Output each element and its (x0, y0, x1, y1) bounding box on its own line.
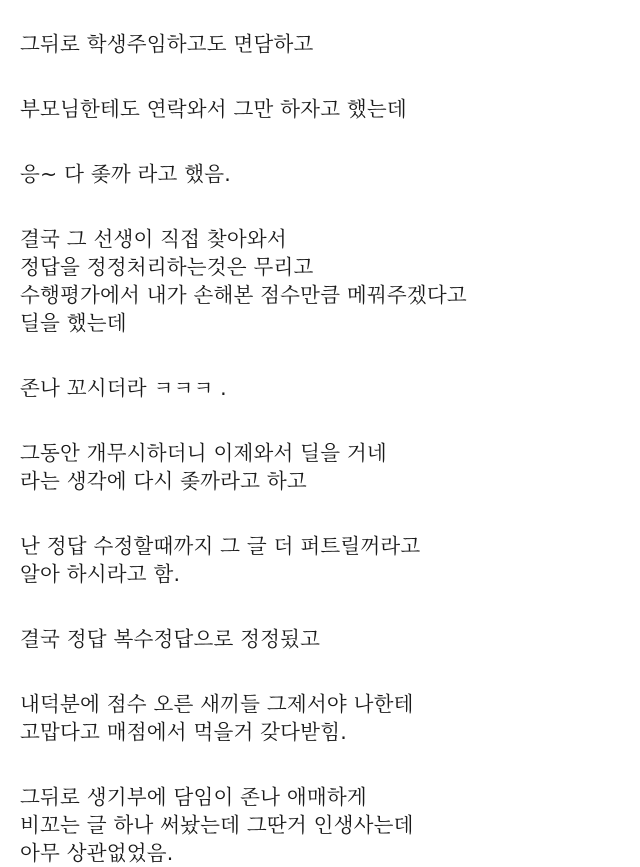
text-line: 그뒤로 생기부에 담임이 존나 애매하게 (20, 785, 367, 809)
text-line: 결국 정답 복수정답으로 정정됬고 (20, 627, 321, 651)
text-line: 부모님한테도 연락와서 그만 하자고 했는데 (20, 97, 407, 121)
text-line: 그뒤로 학생주임하고도 면담하고 (20, 32, 314, 56)
paragraph (20, 30, 630, 58)
paragraph (20, 160, 630, 188)
paragraph (20, 532, 630, 588)
paragraph (20, 374, 630, 402)
text-line: 아무 상관없었음. (20, 841, 174, 865)
text-line: 정답을 정정처리하는것은 무리고 (20, 255, 314, 279)
text-line: 알아 하시라고 함. (20, 562, 181, 586)
text-line: 그동안 개무시하더니 이제와서 딜을 거네 (20, 441, 387, 465)
paragraph (20, 225, 630, 337)
text-line: 존나 꼬시더라 ㅋㅋㅋ . (20, 376, 227, 400)
paragraph (20, 95, 630, 123)
text-line: 비꼬는 글 하나 써놨는데 그딴거 인생사는데 (20, 813, 414, 837)
paragraph (20, 625, 630, 653)
paragraph (20, 690, 630, 746)
document-body (20, 30, 630, 867)
text-line: 딜을 했는데 (20, 311, 127, 335)
text-line: 난 정답 수정할때까지 그 글 더 퍼트릴꺼라고 (20, 534, 421, 558)
text-line: 내덕분에 점수 오른 새끼들 그제서야 나한테 (20, 692, 414, 716)
paragraph (20, 783, 630, 867)
text-line: 응~ 다 좆까 라고 했음. (20, 162, 231, 186)
text-line: 라는 생각에 다시 좆까라고 하고 (20, 469, 307, 493)
text-line: 고맙다고 매점에서 먹을거 갖다받힘. (20, 720, 347, 744)
text-line: 결국 그 선생이 직접 찾아와서 (20, 227, 287, 251)
text-line: 수행평가에서 내가 손해본 점수만큼 메꿔주겠다고 (20, 283, 467, 307)
paragraph (20, 439, 630, 495)
